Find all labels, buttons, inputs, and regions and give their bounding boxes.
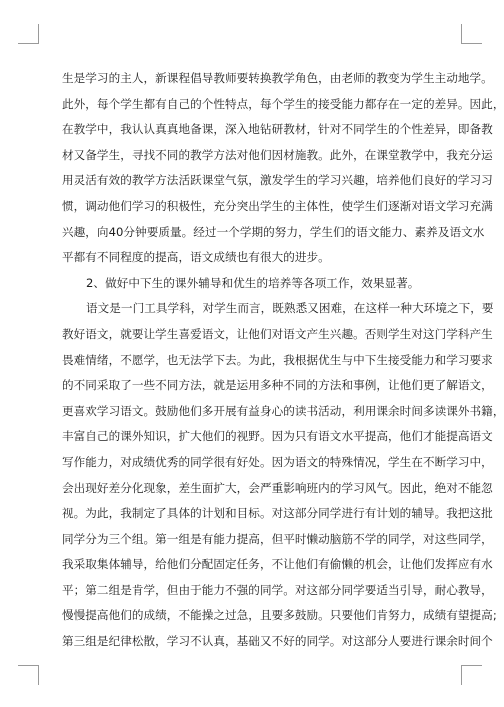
text-line: 兴趣，向40分钟要质量。经过一个学期的努力，学生们的语文能力、素养及语文水 [62, 224, 485, 239]
text-line: 用灵活有效的教学方法活跃课堂气氛，激发学生的学习兴趣，培养他们良好的学习习 [62, 173, 493, 188]
text-line: 我采取集体辅导，给他们分配固定任务，不让他们有偷懒的机会，让他们发挥应有水 [62, 557, 493, 572]
crop-mark-top-right-vertical [461, 24, 462, 44]
crop-mark-bottom-left-vertical [38, 665, 39, 685]
crop-mark-bottom-right-horizontal [461, 665, 482, 666]
text-line: 视。为此，我制定了具体的计划和目标。对这部分同学进行有计划的辅导。我把这批 [62, 506, 493, 521]
crop-mark-bottom-right-vertical [461, 665, 462, 685]
text-line: 丰富自己的课外知识，扩大他们的视野。因为只有语文水平提高，他们才能提高语文 [62, 429, 493, 444]
crop-mark-top-left-vertical [38, 24, 39, 44]
crop-mark-bottom-left-horizontal [18, 665, 39, 666]
text-line: 平都有不同程度的提高，语文成绩也有很大的进步。 [62, 250, 330, 265]
text-line: 写作能力，对成绩优秀的同学很有好处。因为语文的特殊情况，学生在不断学习中， [62, 454, 493, 469]
text-line: 惯，调动他们学习的积极性，充分突出学生的主体性，使学生们逐渐对语文学习充满 [62, 198, 493, 213]
text-line: 在教学中，我认认真真地备课，深入地钻研教材，针对不同学生的个性差异，即备教 [62, 122, 493, 137]
text-line: 生是学习的主人，新课程倡导教师要转换教学角色，由老师的教变为学生主动地学。 [62, 71, 493, 85]
text-line: 此外，每个学生都有自己的个性特点，每个学生的接受能力都存在一定的差异。因此， [62, 96, 504, 111]
text-line: 会出现好差分化现象，差生面扩大，会严重影响班内的学习风气。因此，绝对不能忽 [62, 480, 493, 495]
section-heading: 2、做好中下生的课外辅导和优生的培养等各项工作，效果显著。 [86, 275, 420, 290]
body-text [62, 66, 504, 655]
text-line: 的不同采取了一些不同方法，就是运用多种不同的方法和事例，让他们更了解语文， [62, 378, 493, 393]
text-line: 第三组是纪律松散，学习不认真，基础又不好的同学。对这部分人要进行课余时间个 [62, 634, 493, 649]
text-line: 更喜欢学习语文。鼓励他们多开展有益身心的读书活动，利用课余时间多读课外书籍， [62, 403, 504, 418]
text-line: 材又备学生，寻找不同的教学方法对他们因材施教。此外，在课堂教学中，我充分运 [62, 147, 493, 162]
text-line: 教好语文，就要让学生喜爱语文，让他们对语文产生兴趣。否则学生对这门学科产生 [62, 326, 493, 341]
paragraph-first-line: 语文是一门工具学科，对学生而言，既熟悉又困难，在这样一种大环境之下，要 [86, 301, 494, 316]
text-line: 畏难情绪，不愿学，也无法学下去。为此，我根据优生与中下生接受能力和学习要求 [62, 352, 493, 367]
crop-mark-top-right-horizontal [461, 43, 482, 44]
text-line: 同学分为三个组。第一组是有能力提高，但平时懒动脑筋不学的同学，对这些同学， [62, 531, 493, 546]
text-line: 慢慢提高他们的成绩，不能操之过急，且要多鼓励。只要他们肯努力，成绩有望提高; [62, 608, 497, 623]
text-line: 平；第二组是肯学，但由于能力不强的同学。对这部分同学要适当引导，耐心教导， [62, 582, 493, 597]
crop-mark-top-left-horizontal [18, 43, 39, 44]
